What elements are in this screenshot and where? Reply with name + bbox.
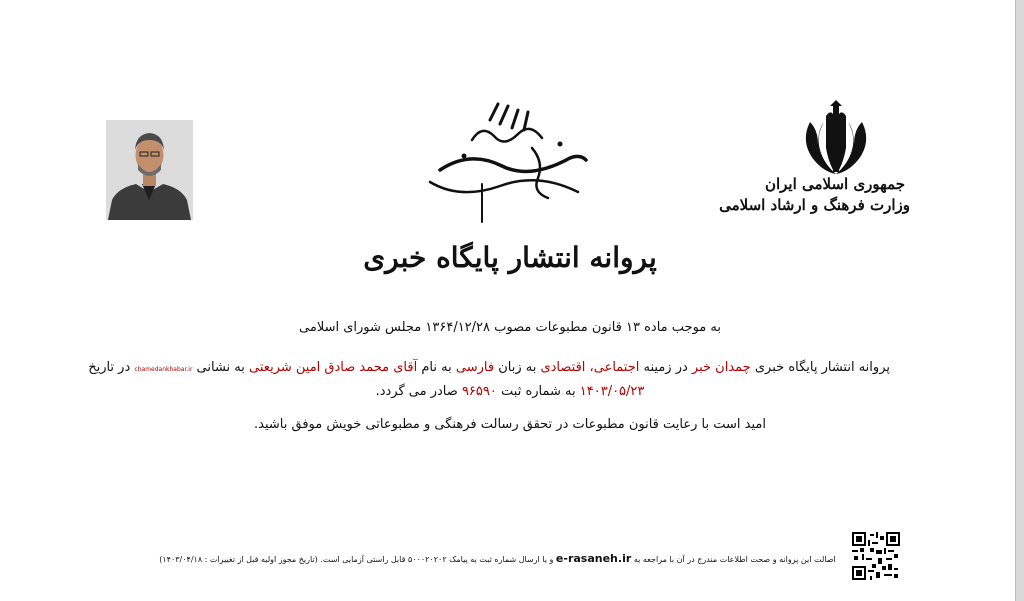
document-title: پروانه انتشار پایگاه خبری [363, 241, 657, 274]
license-statement-cont [250, 384, 770, 399]
publication-language: فارسی [455, 360, 495, 375]
footer-pre: اصالت این پروانه و صحت اطلاعات مندرج در آن با مراجعه به [633, 555, 836, 564]
issue-date: ۱۴۰۳/۰۵/۲۳ [579, 384, 645, 399]
text-p5: به نشانی [196, 360, 245, 375]
closing-line: امید است با رعایت قانون مطبوعات در تحقق رسالت فرهنگی و مطبوعاتی خویش موفق باشید. [254, 417, 766, 432]
ministry-line-country: جمهوری اسلامی ایران [764, 175, 906, 193]
ministry-name [719, 174, 910, 216]
publisher-portrait [106, 120, 193, 220]
owner-name: آقای محمد صادق امین شریعتی [249, 360, 418, 375]
activity-fields: اجتماعی، اقتصادی [540, 360, 640, 375]
iran-emblem [796, 100, 876, 180]
site-name: چمدان خبر [691, 360, 751, 375]
preamble-line: به موجب ماده ۱۳ قانون مطبوعات مصوب ۱۳۶۴/۱۲/۲۸ مجلس شورای اسلامی [299, 320, 721, 335]
text-p4: به نام [421, 360, 452, 375]
site-address: chamedankhabar.ir [134, 366, 193, 373]
text-p2: در زمینه [643, 360, 688, 375]
text-p6: در تاریخ [88, 360, 131, 375]
ministry-line-ministry: وزارت فرهنگ و ارشاد اسلامی [719, 196, 910, 214]
text-p8: صادر می گردد. [375, 384, 458, 399]
text-p7: به شماره ثبت [501, 384, 576, 399]
text-p1: پروانه انتشار پایگاه خبری [754, 360, 890, 375]
basmala-calligraphy [420, 100, 595, 225]
verification-footer [150, 552, 845, 565]
footer-date-note: (تاریخ مجوز اولیه قبل از تغییرات : ۱۴۰۳/۰۴/۱۸) [159, 555, 318, 564]
license-statement [88, 360, 890, 375]
page-edge [1015, 0, 1024, 601]
text-p3: به زبان [498, 360, 537, 375]
verification-site-link[interactable]: e-rasaneh.ir [555, 552, 632, 565]
registration-number: ۹۶۵۹۰ [461, 384, 497, 399]
footer-post: و یا ارسال شماره ثبت به پیامک ۵۰۰۰۲۰۲۰۲ قابل راستی آزمایی است. [320, 555, 554, 564]
qr-code [852, 532, 900, 580]
